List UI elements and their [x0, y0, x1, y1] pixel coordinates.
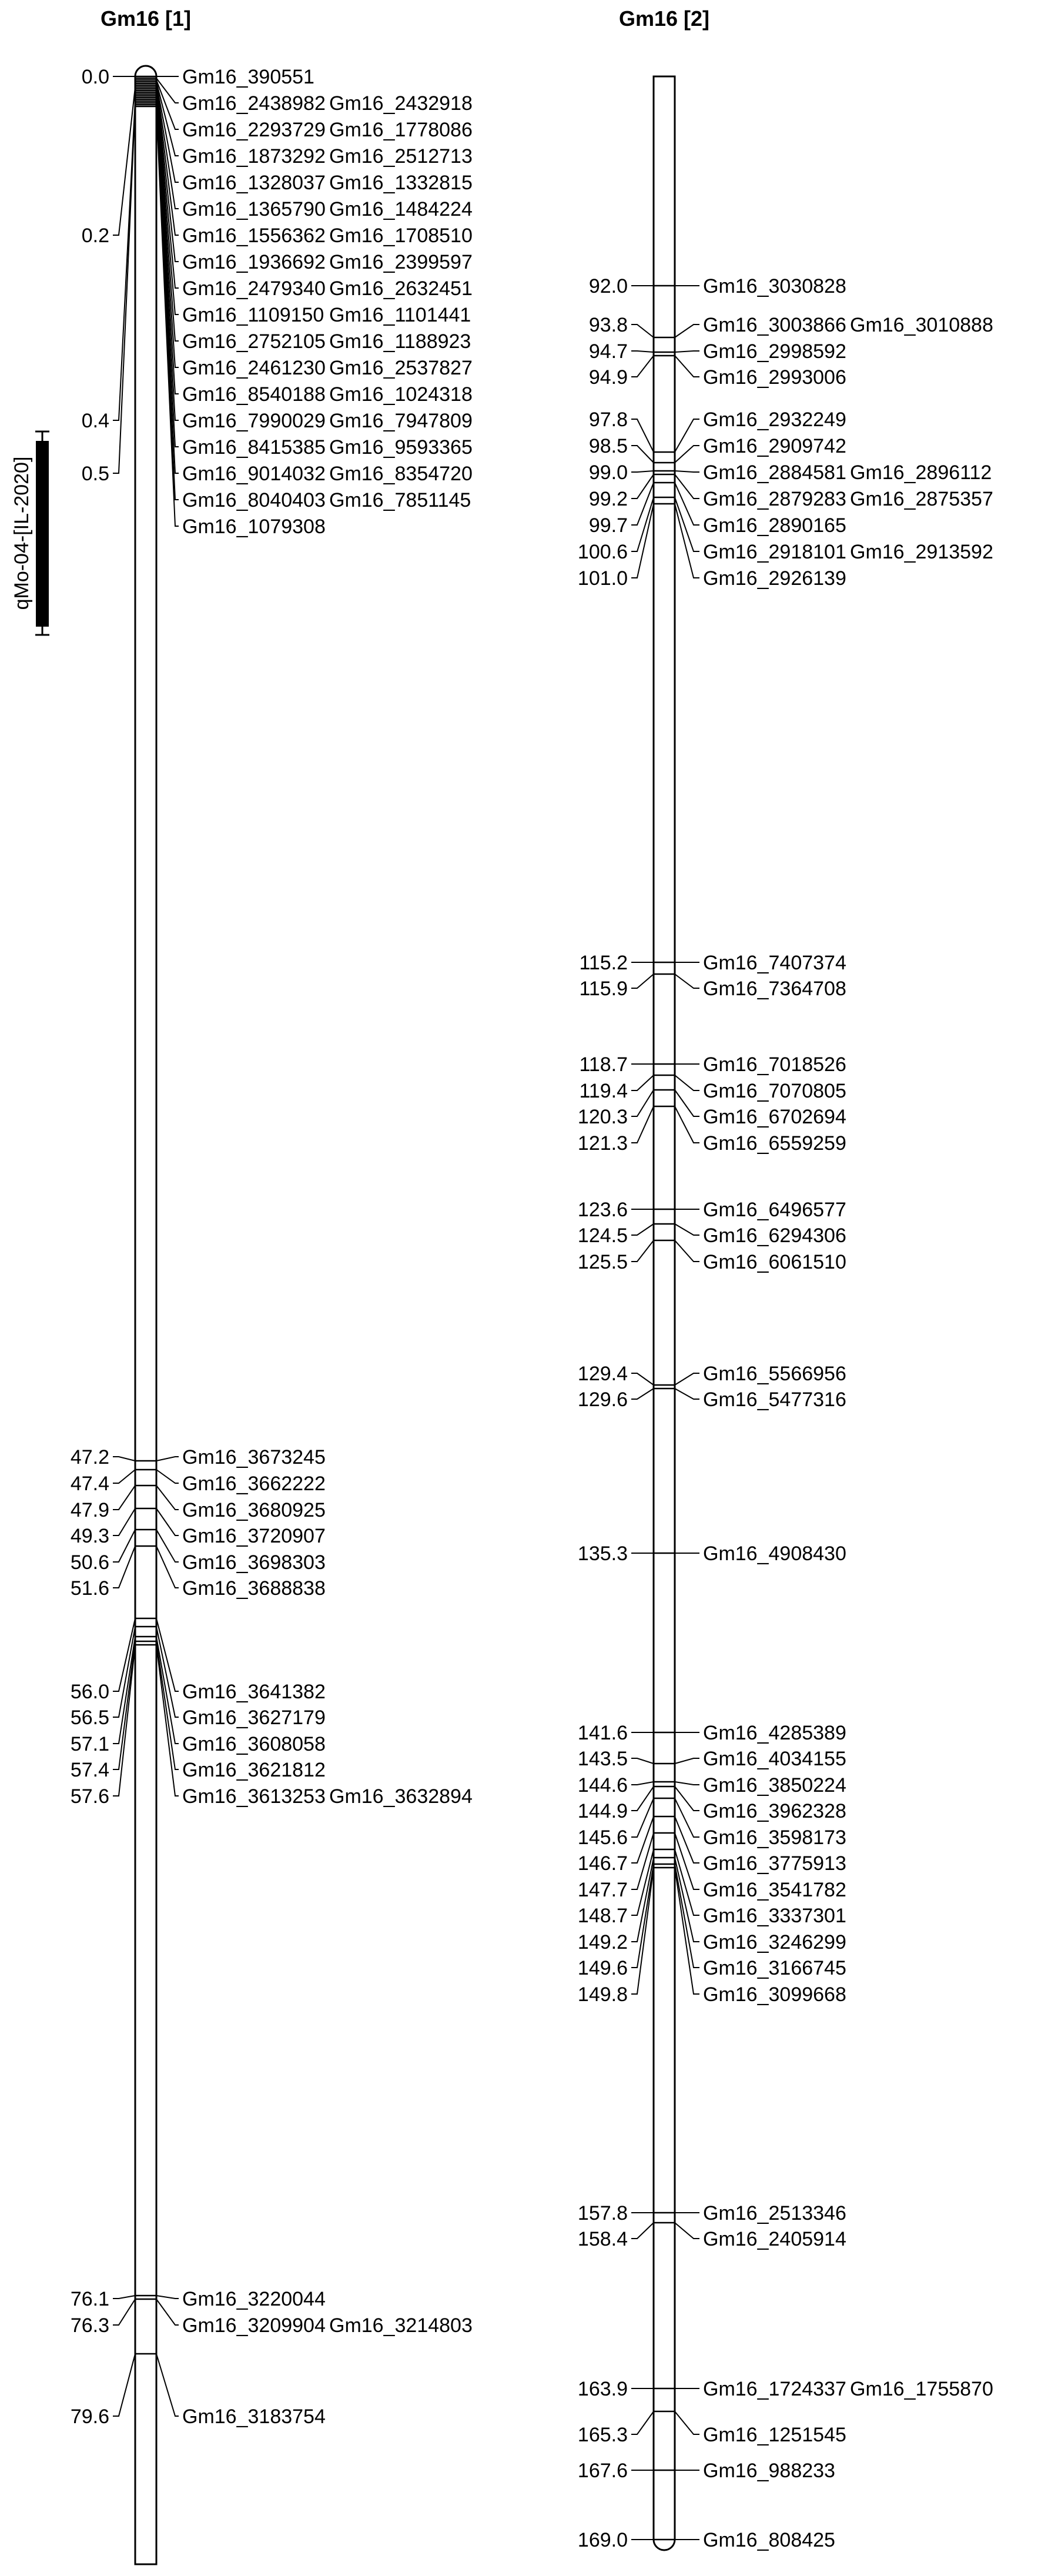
position-leader: [113, 1508, 135, 1535]
marker-name: Gm16_988233: [703, 2460, 835, 2482]
marker-leader: [675, 356, 699, 377]
position-leader: [113, 1486, 135, 1510]
locus: [589, 340, 846, 363]
locus: [578, 1722, 846, 1744]
marker-name: Gm16_1708510: [329, 225, 473, 247]
position-leader: [631, 974, 654, 988]
locus-position: 94.9: [588, 366, 628, 389]
marker-name: Gm16_2405914: [703, 2228, 846, 2250]
locus-position: 149.8: [577, 1983, 628, 2006]
qtl-interval: [11, 431, 49, 635]
marker-name: Gm16_9014032: [182, 463, 326, 485]
marker-name: Gm16_1101441: [329, 304, 471, 326]
marker-leader: [156, 1486, 179, 1510]
marker-name: Gm16_3641382: [182, 1681, 326, 1703]
marker-leader: [675, 351, 699, 352]
locus-position: 99.2: [588, 488, 628, 510]
marker-name: Gm16_2537827: [329, 357, 473, 379]
marker-name: Gm16_2926139: [703, 567, 846, 590]
locus: [71, 1446, 326, 1468]
locus: [578, 1543, 846, 1565]
locus-position: 169.0: [577, 2529, 628, 2551]
marker-name: Gm16_3183754: [182, 2406, 326, 2428]
locus-position: 0.0: [81, 66, 109, 88]
marker-name: Gm16_2632451: [329, 277, 473, 300]
marker-name: Gm16_2884581: [703, 461, 846, 484]
locus-position: 119.4: [579, 1080, 628, 1102]
locus-position: 115.9: [579, 978, 628, 1000]
position-leader: [631, 1240, 654, 1262]
marker-leader: [156, 2354, 179, 2416]
marker-name: Gm16_3246299: [703, 1931, 846, 1953]
locus: [578, 2411, 846, 2446]
marker-name: Gm16_3209904: [182, 2314, 326, 2337]
marker-name: Gm16_2752105: [182, 330, 326, 353]
marker-leader: [156, 1530, 179, 1562]
position-leader: [631, 351, 654, 352]
position-leader: [631, 1373, 654, 1385]
locus-position: 157.8: [577, 2202, 628, 2224]
marker-name: Gm16_2479340: [182, 277, 326, 300]
locus: [578, 1748, 846, 1770]
marker-leader: [156, 1470, 179, 1483]
locus: [589, 435, 846, 463]
marker-name: Gm16_2461230: [182, 357, 326, 379]
position-leader: [113, 99, 135, 420]
locus: [71, 1470, 326, 1495]
locus-position: 51.6: [70, 1577, 109, 1600]
locus-position: 76.1: [70, 2288, 109, 2310]
marker-name: Gm16_7018526: [703, 1053, 846, 1076]
marker-name: Gm16_2399597: [329, 251, 473, 273]
locus: [578, 2378, 993, 2400]
position-leader: [631, 1106, 654, 1143]
marker-name: Gm16_3662222: [182, 1473, 326, 1495]
marker-leader: [675, 1373, 699, 1385]
marker-name: Gm16_6061510: [703, 1251, 846, 1273]
marker-name: Gm16_3621812: [182, 1759, 326, 1781]
marker-name: Gm16_2993006: [703, 366, 846, 389]
locus-position: 56.5: [70, 1707, 109, 1729]
marker-leader: [156, 2299, 179, 2325]
marker-leader: [156, 1457, 179, 1461]
marker-name: Gm16_7364708: [703, 978, 846, 1000]
marker-name: Gm16_3688838: [182, 1577, 326, 1600]
marker-name: Gm16_3673245: [182, 1446, 326, 1468]
marker-name: Gm16_3003866: [703, 314, 846, 336]
marker-name: Gm16_2913592: [850, 541, 993, 563]
marker-name: Gm16_3775913: [703, 1852, 846, 1875]
marker-name: Gm16_8040403: [182, 489, 326, 511]
marker-name: Gm16_1024318: [329, 383, 473, 406]
marker-leader: [675, 1782, 699, 1785]
marker-leader: [675, 446, 699, 463]
position-leader: [631, 1389, 654, 1399]
marker-name: Gm16_3166745: [703, 1957, 846, 1979]
locus-position: 100.6: [577, 541, 628, 563]
marker-name: Gm16_3720907: [182, 1525, 326, 1547]
locus-position: 94.7: [588, 340, 628, 363]
locus: [578, 1199, 846, 1221]
marker-name: Gm16_2875357: [850, 488, 993, 510]
locus: [71, 2288, 326, 2310]
marker-name: Gm16_2909742: [703, 435, 846, 457]
marker-name: Gm16_3627179: [182, 1707, 326, 1729]
marker-name: Gm16_2998592: [703, 340, 846, 363]
linkage-group-2: [578, 6, 993, 2551]
qtl-bar: [36, 441, 49, 627]
position-leader: [631, 474, 654, 499]
locus-position: 149.2: [577, 1931, 628, 1953]
locus-position: 56.0: [70, 1681, 109, 1703]
locus-position: 158.4: [577, 2228, 628, 2250]
linkage-group-2-loci: [578, 275, 993, 2551]
marker-leader: [675, 419, 699, 452]
marker-name: Gm16_3680925: [182, 1499, 326, 1521]
position-leader: [631, 1758, 654, 1764]
marker-name: Gm16_2890165: [703, 514, 846, 537]
marker-name: Gm16_390551: [182, 66, 314, 88]
marker-name: Gm16_3010888: [850, 314, 993, 336]
marker-name: Gm16_3099668: [703, 1983, 846, 2006]
linkage-group-1: [11, 6, 473, 2564]
marker-name: Gm16_6294306: [703, 1225, 846, 1247]
locus-position: 118.7: [579, 1053, 628, 1076]
locus-position: 147.7: [577, 1879, 628, 1901]
marker-leader: [675, 1389, 699, 1399]
locus-position: 143.5: [577, 1748, 628, 1770]
locus: [589, 275, 846, 297]
marker-name: Gm16_3220044: [182, 2288, 326, 2310]
locus-position: 79.6: [70, 2406, 109, 2428]
locus: [579, 952, 846, 974]
marker-name: Gm16_3850224: [703, 1774, 846, 1796]
linkage-group-2-title: Gm16 [2]: [618, 6, 710, 31]
marker-leader: [675, 1798, 699, 1837]
locus-position: 145.6: [577, 1826, 628, 1849]
position-leader: [113, 1530, 135, 1562]
marker-name: Gm16_8540188: [182, 383, 326, 406]
marker-name: Gm16_7947809: [329, 410, 473, 432]
marker-leader: [675, 1075, 699, 1090]
locus-position: 129.6: [577, 1389, 628, 1411]
locus-position: 129.4: [577, 1363, 628, 1385]
marker-name: Gm16_7990029: [182, 410, 326, 432]
locus: [589, 314, 993, 337]
marker-leader: [156, 1546, 179, 1588]
marker-name: Gm16_1079308: [182, 516, 326, 538]
position-leader: [631, 2411, 654, 2434]
marker-name: Gm16_3337301: [703, 1905, 846, 1927]
locus-position: 93.8: [588, 314, 628, 336]
marker-leader: [675, 504, 699, 578]
locus: [578, 1389, 846, 1411]
position-leader: [631, 419, 654, 452]
marker-name: Gm16_2293729: [182, 119, 326, 141]
locus-position: 99.0: [588, 461, 628, 484]
locus: [82, 66, 314, 88]
marker-leader: [675, 1758, 699, 1764]
locus-position: 92.0: [588, 275, 628, 297]
locus-position: 149.6: [577, 1957, 628, 1979]
marker-name: Gm16_2432918: [329, 92, 473, 115]
position-leader: [631, 356, 654, 377]
marker-name: Gm16_1109150: [182, 304, 324, 326]
marker-name: Gm16_4908430: [703, 1543, 846, 1565]
locus-position: 141.6: [577, 1722, 628, 1744]
locus-position: 76.3: [70, 2314, 109, 2337]
marker-name: Gm16_1556362: [182, 225, 326, 247]
position-leader: [631, 446, 654, 463]
marker-name: Gm16_4285389: [703, 1722, 846, 1744]
marker-leader: [675, 324, 699, 337]
marker-name: Gm16_1873292: [182, 145, 326, 168]
locus-position: 144.9: [577, 1800, 628, 1822]
locus-position: 120.3: [577, 1106, 628, 1128]
marker-name: Gm16_1328037: [182, 172, 326, 194]
marker-name: Gm16_3632894: [329, 1785, 473, 1808]
locus-position: 121.3: [577, 1132, 628, 1155]
locus: [578, 2529, 835, 2551]
marker-name: Gm16_3598173: [703, 1826, 846, 1849]
marker-name: Gm16_808425: [703, 2529, 835, 2551]
marker-name: Gm16_6702694: [703, 1106, 846, 1128]
marker-name: Gm16_2918101: [703, 541, 846, 563]
marker-leader: [675, 474, 699, 499]
position-leader: [113, 1457, 135, 1461]
locus-position: 165.3: [577, 2424, 628, 2446]
linkage-group-1-loci: [71, 66, 473, 2428]
locus-position: 49.3: [70, 1525, 109, 1547]
locus-position: 57.4: [70, 1759, 109, 1781]
locus: [578, 2202, 846, 2224]
chromosome-bar-2: [654, 76, 675, 2550]
locus-position: 123.6: [577, 1199, 628, 1221]
marker-leader: [156, 2296, 179, 2299]
marker-name: Gm16_7851145: [329, 489, 471, 511]
locus-position: 97.8: [588, 409, 628, 431]
marker-name: Gm16_1188923: [329, 330, 471, 353]
marker-leader: [675, 1106, 699, 1143]
position-leader: [113, 1470, 135, 1483]
position-leader: [631, 2223, 654, 2239]
locus: [579, 1053, 846, 1076]
position-leader: [113, 2354, 135, 2416]
locus-position: 0.5: [81, 463, 109, 485]
locus: [71, 1618, 326, 1703]
marker-name: Gm16_4034155: [703, 1748, 846, 1770]
locus-position: 148.7: [577, 1905, 628, 1927]
position-leader: [631, 1798, 654, 1837]
marker-leader: [675, 1240, 699, 1262]
marker-name: Gm16_3541782: [703, 1879, 846, 1901]
locus-position: 144.6: [577, 1774, 628, 1796]
locus-position: 47.2: [70, 1446, 109, 1468]
marker-name: Gm16_6496577: [703, 1199, 846, 1221]
locus: [578, 1774, 846, 1796]
marker-name: Gm16_2512713: [329, 145, 473, 168]
locus: [71, 2354, 326, 2428]
locus-position: 135.3: [577, 1543, 628, 1565]
marker-name: Gm16_5566956: [703, 1363, 846, 1385]
position-leader: [631, 471, 654, 472]
marker-name: Gm16_3962328: [703, 1800, 846, 1822]
position-leader: [631, 324, 654, 337]
marker-name: Gm16_1936692: [182, 251, 326, 273]
locus: [578, 1363, 846, 1385]
marker-name: Gm16_7407374: [703, 952, 846, 974]
marker-leader: [675, 471, 699, 472]
locus-position: 101.0: [577, 567, 628, 590]
marker-name: Gm16_3698303: [182, 1551, 326, 1574]
locus-position: 115.2: [579, 952, 628, 974]
marker-leader: [156, 1508, 179, 1535]
locus-position: 50.6: [70, 1551, 109, 1574]
marker-name: Gm16_3214803: [329, 2314, 473, 2337]
locus-position: 47.4: [70, 1473, 109, 1495]
marker-name: Gm16_3608058: [182, 1733, 326, 1755]
marker-name: Gm16_1332815: [329, 172, 473, 194]
position-leader: [113, 2299, 135, 2325]
marker-name: Gm16_1724337: [703, 2378, 846, 2400]
locus-position: 167.6: [577, 2460, 628, 2482]
marker-leader: [675, 1224, 699, 1235]
locus-position: 98.5: [588, 435, 628, 457]
marker-name: Gm16_9593365: [329, 436, 473, 459]
marker-leader: [675, 2411, 699, 2434]
linkage-group-1-title: Gm16 [1]: [100, 6, 192, 31]
marker-name: Gm16_2513346: [703, 2202, 846, 2224]
locus-position: 57.1: [70, 1733, 109, 1755]
locus: [578, 2223, 846, 2250]
position-leader: [113, 2296, 135, 2299]
marker-leader: [675, 2223, 699, 2239]
marker-name: Gm16_8354720: [329, 463, 473, 485]
marker-name: Gm16_2879283: [703, 488, 846, 510]
marker-leader: [675, 974, 699, 988]
chromosome-bar-1: [135, 66, 156, 2564]
locus-position: 124.5: [577, 1225, 628, 1247]
position-leader: [631, 1075, 654, 1090]
marker-name: Gm16_2932249: [703, 409, 846, 431]
locus-position: 0.2: [81, 225, 109, 247]
marker-name: Gm16_1778086: [329, 119, 473, 141]
locus-position: 47.9: [70, 1499, 109, 1521]
position-leader: [631, 1224, 654, 1235]
locus: [578, 2460, 835, 2482]
locus-position: 146.7: [577, 1852, 628, 1875]
marker-name: Gm16_7070805: [703, 1080, 846, 1102]
qtl-label: qMo-04-[IL-2020]: [11, 456, 33, 610]
marker-name: Gm16_3030828: [703, 275, 846, 297]
marker-name: Gm16_1484224: [329, 198, 473, 220]
locus-position: 125.5: [577, 1251, 628, 1273]
locus: [579, 974, 846, 1000]
marker-name: Gm16_8415385: [182, 436, 326, 459]
marker-name: Gm16_5477316: [703, 1389, 846, 1411]
position-leader: [631, 504, 654, 578]
marker-name: Gm16_1251545: [703, 2424, 846, 2446]
locus: [71, 1627, 326, 1729]
locus: [578, 1224, 846, 1247]
locus-position: 0.4: [81, 410, 109, 432]
marker-name: Gm16_1755870: [850, 2378, 993, 2400]
marker-name: Gm16_3613253: [182, 1785, 326, 1808]
locus-position: 163.9: [577, 2378, 628, 2400]
locus-position: 57.6: [70, 1785, 109, 1808]
locus: [579, 1075, 846, 1102]
marker-name: Gm16_2438982: [182, 92, 326, 115]
marker-name: Gm16_6559259: [703, 1132, 846, 1155]
marker-name: Gm16_2896112: [850, 461, 992, 484]
position-leader: [631, 1782, 654, 1785]
locus-position: 99.7: [588, 514, 628, 537]
marker-name: Gm16_1365790: [182, 198, 326, 220]
